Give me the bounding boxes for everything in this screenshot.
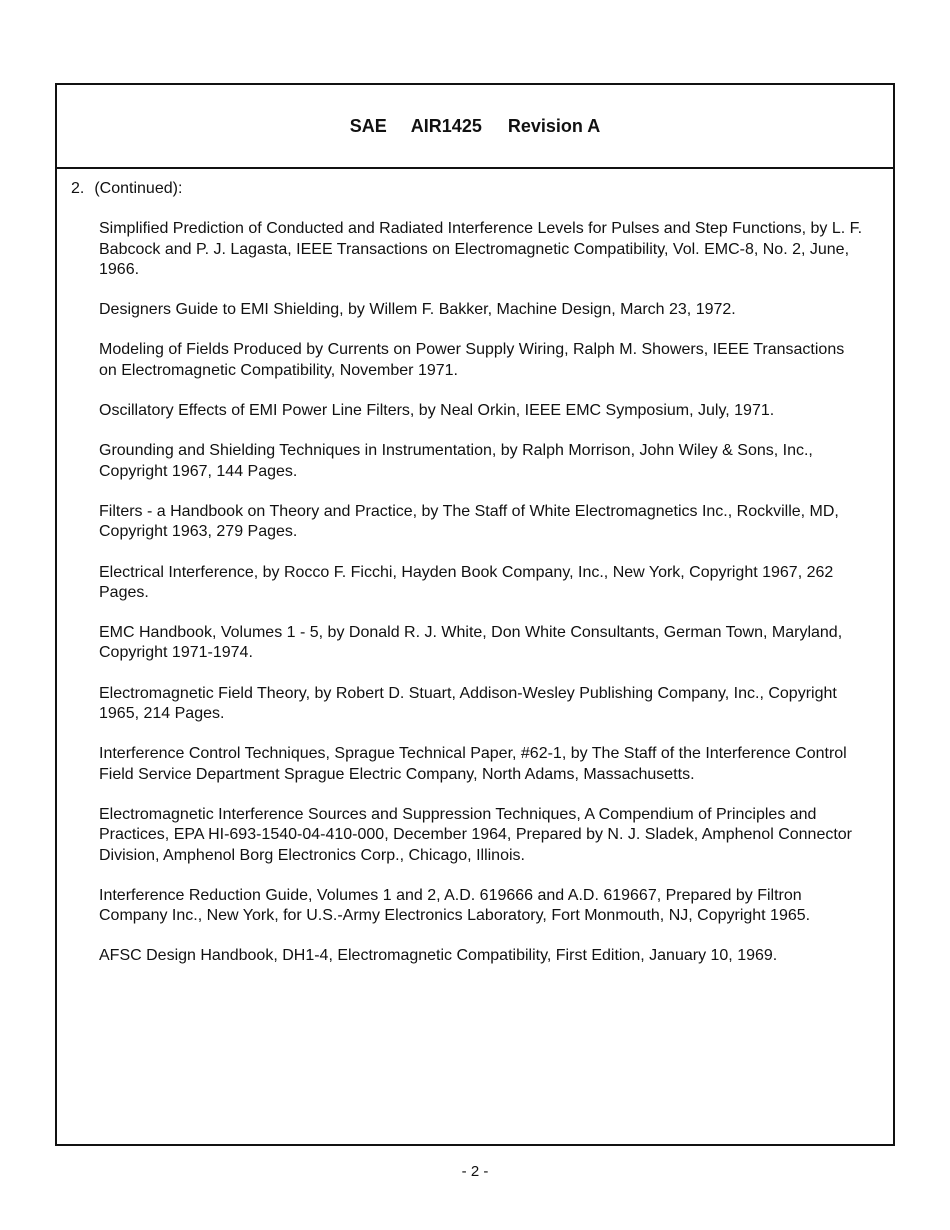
reference-item: Electrical Interference, by Rocco F. Ficchi, Hayden Book Company, Inc., New York, Copyright 1967, 262 Pages. [99, 563, 834, 601]
document-header [57, 85, 893, 169]
section-label: (Continued): [94, 180, 183, 197]
section-number: 2. [71, 180, 85, 197]
reference-item: EMC Handbook, Volumes 1 - 5, by Donald R. J. White, Don White Consultants, German Town, Maryland, Copyright 1971-1974. [99, 624, 843, 662]
reference-item: Electromagnetic Interference Sources and Suppression Techniques, A Compendium of Principles and Practices, EPA HI-693-1540-04-410-000, December 1964, Prepared by N. J. Sladek, Amphenol Connector Division, Amphenol Borg Electronics Corp., Chicago, Illinois. [99, 805, 853, 864]
reference-item: Simplified Prediction of Conducted and Radiated Interference Levels for Pulses and Step Functions, by L. F. Babcock and P. J. Lagasta, IEEE Transactions on Electromagnetic Compatibility, Vol. EMC-8, No. 2, June, 1966. [99, 220, 863, 278]
header-organization: SAE [349, 115, 387, 136]
reference-item: Designers Guide to EMI Shielding, by Willem F. Bakker, Machine Design, March 23, 1972. [99, 301, 736, 319]
reference-list [71, 219, 865, 966]
header-document-number: AIR1425 [410, 115, 482, 136]
reference-item: Modeling of Fields Produced by Currents on Power Supply Wiring, Ralph M. Showers, IEEE Transactions on Electromagnetic Compatibility, November 1971. [99, 341, 845, 379]
header-revision: Revision A [507, 115, 601, 136]
section-heading [71, 179, 865, 199]
reference-item: Grounding and Shielding Techniques in Instrumentation, by Ralph Morrison, John Wiley & Sons, Inc., Copyright 1967, 144 Pages. [99, 442, 813, 480]
document-body [57, 169, 893, 967]
reference-item: Electromagnetic Field Theory, by Robert D. Stuart, Addison-Wesley Publishing Company, Inc., Copyright 1965, 214 Pages. [99, 684, 837, 723]
reference-item: Interference Control Techniques, Sprague Technical Paper, #62-1, by The Staff of the Interference Control Field Service Department Sprague Electric Company, North Adams, Massachusetts. [99, 745, 847, 783]
page-frame [55, 83, 895, 1146]
page-number: - 2 - [461, 1163, 489, 1180]
reference-item: Interference Reduction Guide, Volumes 1 and 2, A.D. 619666 and A.D. 619667, Prepared by Filtron Company Inc., New York, for U.S.-Army Electronics Laboratory, Fort Monmouth, NJ, Copyright 1965. [99, 886, 811, 925]
reference-item: Filters - a Handbook on Theory and Practice, by The Staff of White Electromagnetics Inc., Rockville, MD, Copyright 1963, 279 Pages. [99, 502, 839, 541]
reference-item: AFSC Design Handbook, DH1-4, Electromagnetic Compatibility, First Edition, January 10, 1969. [99, 947, 778, 965]
reference-item: Oscillatory Effects of EMI Power Line Filters, by Neal Orkin, IEEE EMC Symposium, July, 1971. [99, 402, 775, 420]
